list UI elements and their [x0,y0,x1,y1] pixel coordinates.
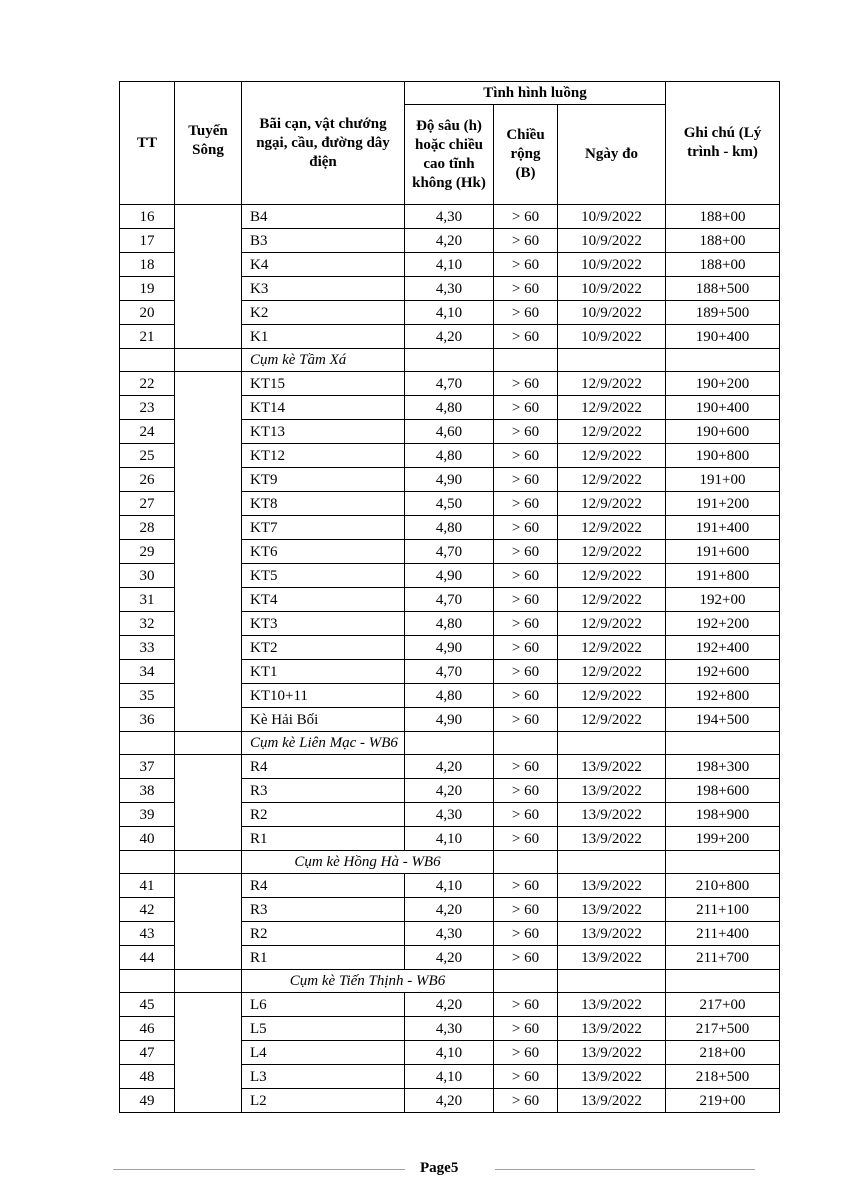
cell-name: B3 [242,229,405,253]
cell-date: 12/9/2022 [558,372,666,396]
cell-width: > 60 [494,708,558,732]
cell-note: 190+400 [666,396,780,420]
cell-tt: 22 [120,372,175,396]
group-empty-cell [494,851,558,874]
cell-width: > 60 [494,205,558,229]
cell-note: 198+900 [666,803,780,827]
cell-tt: 16 [120,205,175,229]
cell-depth: 4,30 [405,1017,494,1041]
cell-width: > 60 [494,684,558,708]
cell-note: 190+200 [666,372,780,396]
cell-depth: 4,20 [405,898,494,922]
cell-note: 198+600 [666,779,780,803]
page-footer [0,1160,849,1180]
cell-depth: 4,30 [405,205,494,229]
cell-width: > 60 [494,325,558,349]
cell-tuyen-song [175,755,242,851]
group-row [120,851,780,874]
cell-name: KT10+11 [242,684,405,708]
cell-tt: 26 [120,468,175,492]
cell-tt: 35 [120,684,175,708]
cell-tt: 20 [120,301,175,325]
cell-date: 12/9/2022 [558,708,666,732]
cell-depth: 4,10 [405,827,494,851]
cell-note: 198+300 [666,755,780,779]
cell-date: 12/9/2022 [558,396,666,420]
cell-date: 12/9/2022 [558,468,666,492]
cell-depth: 4,20 [405,993,494,1017]
cell-note: 210+800 [666,874,780,898]
cell-date: 12/9/2022 [558,636,666,660]
cell-note: 218+00 [666,1041,780,1065]
cell-tt: 40 [120,827,175,851]
cell-date: 10/9/2022 [558,325,666,349]
cell-date: 13/9/2022 [558,827,666,851]
cell-name: KT2 [242,636,405,660]
cell-depth: 4,30 [405,277,494,301]
cell-note: 192+800 [666,684,780,708]
header-ghi-chu: Ghi chú (Lý trình - km) [666,82,780,205]
group-river-cell [175,851,242,874]
footer-rule-right [495,1169,755,1170]
cell-depth: 4,20 [405,946,494,970]
cell-note: 190+800 [666,444,780,468]
group-label: Cụm kè Hồng Hà - WB6 [242,851,494,874]
header-tuyen-song: Tuyến Sông [175,82,242,205]
group-label: Cụm kè Tiến Thịnh - WB6 [242,970,494,993]
cell-tt: 30 [120,564,175,588]
cell-date: 13/9/2022 [558,946,666,970]
cell-name: B4 [242,205,405,229]
cell-name: KT5 [242,564,405,588]
cell-note: 188+00 [666,205,780,229]
cell-name: R2 [242,922,405,946]
cell-name: R3 [242,779,405,803]
group-river-cell [175,970,242,993]
river-channel-table [119,81,780,1113]
group-tt-cell [120,851,175,874]
cell-note: 188+00 [666,229,780,253]
cell-note: 191+200 [666,492,780,516]
cell-note: 188+00 [666,253,780,277]
cell-tt: 37 [120,755,175,779]
cell-depth: 4,80 [405,444,494,468]
cell-date: 13/9/2022 [558,803,666,827]
header-tinh-hinh-luong: Tình hình luồng [405,82,666,105]
cell-width: > 60 [494,229,558,253]
cell-tuyen-song [175,993,242,1113]
cell-width: > 60 [494,253,558,277]
cell-tt: 19 [120,277,175,301]
cell-depth: 4,20 [405,229,494,253]
cell-depth: 4,50 [405,492,494,516]
group-empty-cell [405,732,494,755]
group-empty-cell [494,349,558,372]
cell-depth: 4,60 [405,420,494,444]
cell-width: > 60 [494,946,558,970]
cell-note: 199+200 [666,827,780,851]
cell-name: K4 [242,253,405,277]
cell-note: 191+600 [666,540,780,564]
group-empty-cell [558,970,666,993]
group-empty-cell [494,732,558,755]
cell-depth: 4,20 [405,1089,494,1113]
cell-date: 13/9/2022 [558,1089,666,1113]
cell-name: KT14 [242,396,405,420]
cell-width: > 60 [494,301,558,325]
table-row [120,874,780,898]
cell-tt: 33 [120,636,175,660]
cell-note: 219+00 [666,1089,780,1113]
header-ngay-do: Ngày đo [558,105,666,205]
cell-width: > 60 [494,827,558,851]
cell-note: 211+700 [666,946,780,970]
cell-note: 217+500 [666,1017,780,1041]
cell-date: 12/9/2022 [558,588,666,612]
cell-depth: 4,20 [405,779,494,803]
group-river-cell [175,732,242,755]
cell-depth: 4,70 [405,660,494,684]
cell-width: > 60 [494,468,558,492]
table-row [120,372,780,396]
cell-width: > 60 [494,372,558,396]
cell-date: 10/9/2022 [558,253,666,277]
cell-tt: 21 [120,325,175,349]
cell-tt: 18 [120,253,175,277]
group-label: Cụm kè Liên Mạc - WB6 [242,732,405,755]
cell-date: 12/9/2022 [558,684,666,708]
cell-tuyen-song [175,372,242,732]
cell-date: 12/9/2022 [558,540,666,564]
cell-name: L3 [242,1065,405,1089]
cell-depth: 4,90 [405,708,494,732]
cell-tt: 43 [120,922,175,946]
cell-date: 12/9/2022 [558,612,666,636]
cell-depth: 4,20 [405,755,494,779]
cell-width: > 60 [494,420,558,444]
cell-width: > 60 [494,660,558,684]
cell-width: > 60 [494,396,558,420]
cell-date: 12/9/2022 [558,492,666,516]
group-river-cell [175,349,242,372]
table-row [120,205,780,229]
cell-name: KT1 [242,660,405,684]
cell-note: 194+500 [666,708,780,732]
cell-name: KT8 [242,492,405,516]
cell-date: 10/9/2022 [558,277,666,301]
cell-name: KT9 [242,468,405,492]
header-tt: TT [120,82,175,205]
cell-depth: 4,80 [405,396,494,420]
cell-note: 190+600 [666,420,780,444]
cell-name: KT4 [242,588,405,612]
cell-note: 191+00 [666,468,780,492]
cell-depth: 4,30 [405,922,494,946]
cell-width: > 60 [494,779,558,803]
cell-date: 13/9/2022 [558,1065,666,1089]
cell-note: 189+500 [666,301,780,325]
cell-width: > 60 [494,1017,558,1041]
cell-tt: 24 [120,420,175,444]
cell-note: 211+400 [666,922,780,946]
cell-date: 13/9/2022 [558,755,666,779]
cell-depth: 4,10 [405,301,494,325]
cell-depth: 4,20 [405,325,494,349]
cell-date: 10/9/2022 [558,205,666,229]
cell-note: 211+100 [666,898,780,922]
cell-width: > 60 [494,636,558,660]
cell-name: R2 [242,803,405,827]
cell-width: > 60 [494,492,558,516]
cell-width: > 60 [494,277,558,301]
cell-note: 188+500 [666,277,780,301]
cell-name: K2 [242,301,405,325]
cell-depth: 4,80 [405,516,494,540]
cell-width: > 60 [494,922,558,946]
cell-tt: 49 [120,1089,175,1113]
cell-tt: 38 [120,779,175,803]
cell-tt: 39 [120,803,175,827]
cell-depth: 4,70 [405,540,494,564]
group-empty-cell [666,349,780,372]
group-label: Cụm kè Tầm Xá [242,349,405,372]
cell-depth: 4,90 [405,468,494,492]
group-empty-cell [558,349,666,372]
cell-name: L5 [242,1017,405,1041]
cell-width: > 60 [494,1041,558,1065]
cell-name: KT3 [242,612,405,636]
cell-width: > 60 [494,516,558,540]
cell-name: R4 [242,874,405,898]
cell-name: KT7 [242,516,405,540]
footer-rule-left [113,1169,405,1170]
cell-note: 192+600 [666,660,780,684]
cell-name: K1 [242,325,405,349]
cell-width: > 60 [494,755,558,779]
cell-tt: 34 [120,660,175,684]
cell-depth: 4,10 [405,1041,494,1065]
header-bai-can: Bãi cạn, vật chướng ngại, cầu, đường dây điện [242,82,405,205]
cell-name: KT12 [242,444,405,468]
group-tt-cell [120,732,175,755]
cell-tt: 41 [120,874,175,898]
cell-depth: 4,70 [405,372,494,396]
cell-date: 10/9/2022 [558,229,666,253]
cell-width: > 60 [494,1065,558,1089]
page-number: Page5 [420,1160,459,1176]
cell-tuyen-song [175,205,242,349]
group-row [120,970,780,993]
header-do-sau: Độ sâu (h) hoặc chiều cao tĩnh không (Hk) [405,105,494,205]
cell-depth: 4,90 [405,564,494,588]
cell-width: > 60 [494,588,558,612]
cell-tt: 45 [120,993,175,1017]
cell-date: 12/9/2022 [558,516,666,540]
group-tt-cell [120,349,175,372]
cell-depth: 4,80 [405,612,494,636]
cell-tt: 48 [120,1065,175,1089]
cell-note: 217+00 [666,993,780,1017]
cell-depth: 4,90 [405,636,494,660]
cell-date: 13/9/2022 [558,1041,666,1065]
cell-note: 192+400 [666,636,780,660]
group-empty-cell [666,851,780,874]
cell-name: R4 [242,755,405,779]
cell-depth: 4,10 [405,253,494,277]
group-empty-cell [558,732,666,755]
cell-width: > 60 [494,444,558,468]
cell-name: L2 [242,1089,405,1113]
cell-tt: 28 [120,516,175,540]
cell-tt: 23 [120,396,175,420]
cell-width: > 60 [494,612,558,636]
table-header [120,82,780,205]
cell-date: 12/9/2022 [558,444,666,468]
cell-date: 12/9/2022 [558,564,666,588]
cell-date: 13/9/2022 [558,898,666,922]
cell-depth: 4,70 [405,588,494,612]
cell-date: 12/9/2022 [558,420,666,444]
cell-name: KT13 [242,420,405,444]
cell-width: > 60 [494,993,558,1017]
cell-date: 13/9/2022 [558,922,666,946]
cell-depth: 4,10 [405,1065,494,1089]
table-row [120,993,780,1017]
group-row [120,732,780,755]
cell-note: 192+00 [666,588,780,612]
cell-tt: 32 [120,612,175,636]
cell-name: R1 [242,827,405,851]
cell-name: R3 [242,898,405,922]
cell-name: KT15 [242,372,405,396]
table-body [120,205,780,1113]
cell-name: Kè Hải Bối [242,708,405,732]
group-empty-cell [494,970,558,993]
cell-date: 10/9/2022 [558,301,666,325]
cell-name: R1 [242,946,405,970]
cell-name: KT6 [242,540,405,564]
cell-date: 13/9/2022 [558,874,666,898]
cell-tt: 27 [120,492,175,516]
cell-tt: 44 [120,946,175,970]
cell-tt: 17 [120,229,175,253]
cell-tt: 25 [120,444,175,468]
cell-date: 13/9/2022 [558,779,666,803]
cell-tt: 36 [120,708,175,732]
cell-note: 191+800 [666,564,780,588]
cell-note: 190+400 [666,325,780,349]
cell-depth: 4,10 [405,874,494,898]
group-tt-cell [120,970,175,993]
cell-width: > 60 [494,874,558,898]
group-empty-cell [558,851,666,874]
cell-width: > 60 [494,898,558,922]
group-empty-cell [666,970,780,993]
cell-width: > 60 [494,1089,558,1113]
cell-tt: 29 [120,540,175,564]
group-empty-cell [666,732,780,755]
cell-date: 13/9/2022 [558,1017,666,1041]
group-empty-cell [405,349,494,372]
header-chieu-rong: Chiều rộng (B) [494,105,558,205]
cell-note: 218+500 [666,1065,780,1089]
cell-note: 191+400 [666,516,780,540]
cell-tt: 47 [120,1041,175,1065]
cell-tt: 42 [120,898,175,922]
table-row [120,755,780,779]
cell-name: L4 [242,1041,405,1065]
cell-name: L6 [242,993,405,1017]
cell-width: > 60 [494,803,558,827]
cell-date: 12/9/2022 [558,660,666,684]
cell-note: 192+200 [666,612,780,636]
cell-width: > 60 [494,540,558,564]
cell-depth: 4,30 [405,803,494,827]
cell-tt: 31 [120,588,175,612]
cell-depth: 4,80 [405,684,494,708]
cell-date: 13/9/2022 [558,993,666,1017]
group-row [120,349,780,372]
cell-width: > 60 [494,564,558,588]
cell-name: K3 [242,277,405,301]
cell-tuyen-song [175,874,242,970]
cell-tt: 46 [120,1017,175,1041]
